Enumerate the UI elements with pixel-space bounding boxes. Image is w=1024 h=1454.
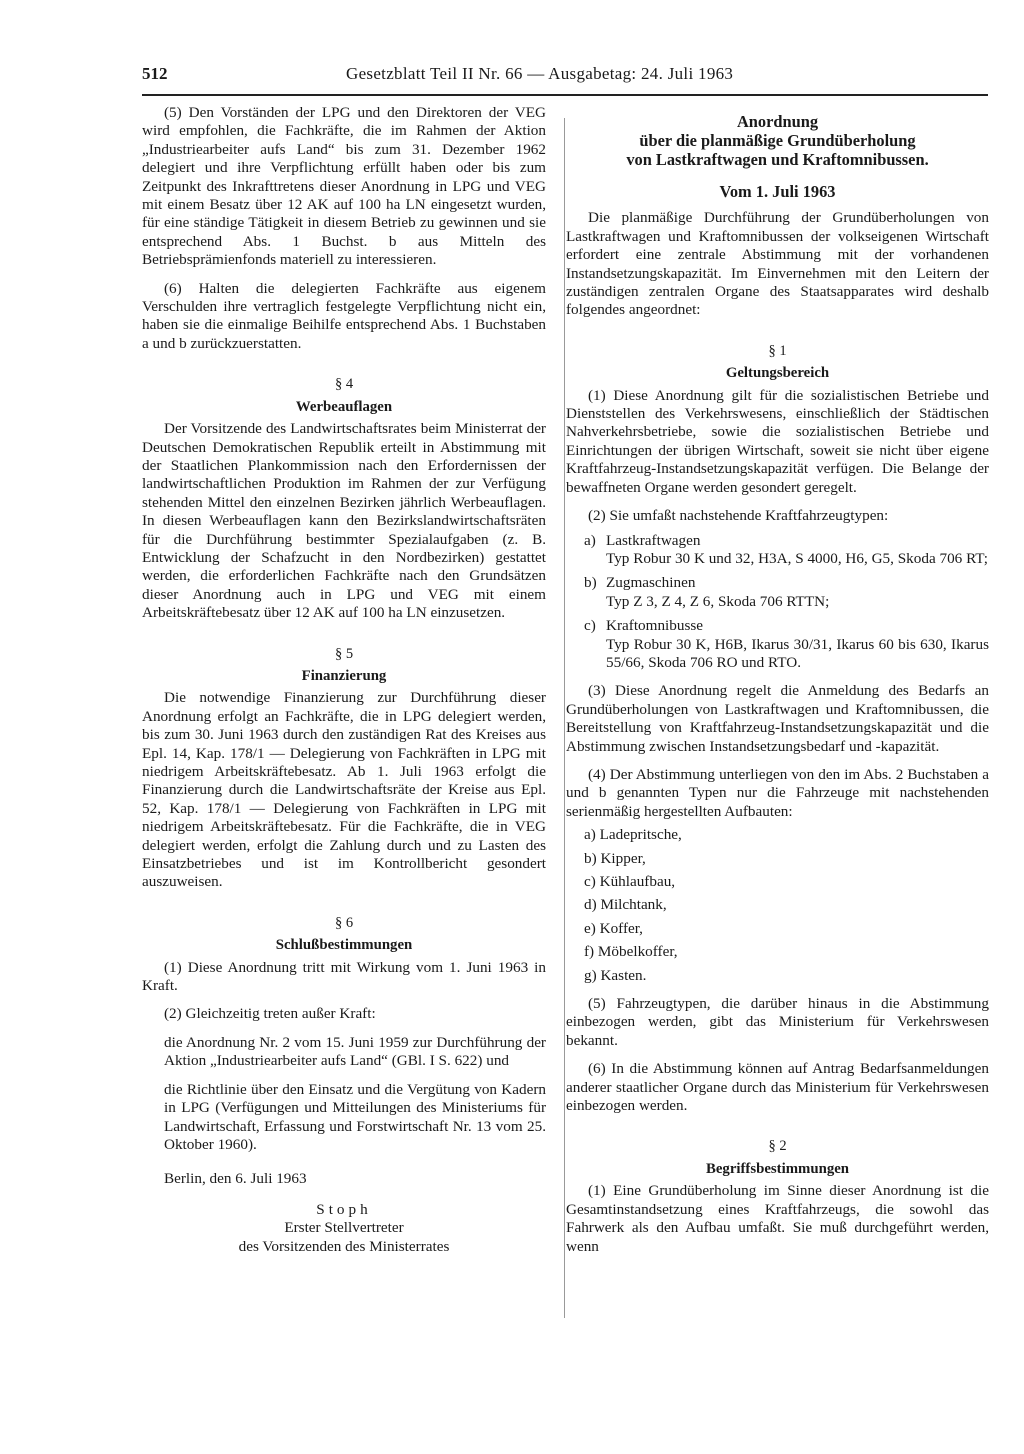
section-1-paragraph-4: (4) Der Abstimmung unterliegen von den im Abs. 2 Buchstaben a und b genannten Typen nur die Fahrzeuge mit nachstehenden serienmäßig hergestellten Aufbauten: — [566, 765, 989, 820]
ordinance-title-1: Anordnung — [736, 112, 819, 131]
section-6-item-2: die Richtlinie über den Einsatz und die Vergütung von Kadern in LPG (Verfügungen und Mitteilungen des Ministeriums für Landwirtschaft, Erfassung und Forstwirtschaft Nr. 13 vom 25. Oktober 1960). — [164, 1080, 546, 1153]
signer-name: Stoph — [316, 1200, 372, 1218]
paragraph-5: (5) Den Vorständen der LPG und den Direktoren der VEG wird empfohlen, die Fachkräfte, die im Rahmen der Aktion „Industriearbeiter aufs Land“ bis zum 31. Dezember 1962 delegiert und ihre Verpflichtung erfüllt haben oder bis zum Zeitpunkt des Inkrafttretens dieser Anordnung in LPG und VEG mit einem Besatz über 12 AK auf 100 ha LN eingesetzt wurden, für eine ständige Tätigkeit in diesem Betrieb zu gewinnen und sie entsprechend Abs. 1 Buchst. b aus Mitteln des Betriebsprämienfonds materiell zu interessieren. — [142, 104, 546, 269]
body-list — [566, 826, 989, 985]
section-6-item-1: die Anordnung Nr. 2 vom 15. Juni 1959 zur Durchführung der Aktion „Industriearbeiter aufs Land“ (GBl. I S. 622) und — [164, 1033, 546, 1070]
section-5-number: § 5 — [334, 645, 354, 662]
section-4-title: Werbeauflagen — [295, 398, 393, 415]
vehicle-type-c-label: c) — [584, 617, 596, 635]
list-item: c) Kühlaufbau, — [584, 873, 676, 890]
list-item: f) Möbelkoffer, — [584, 943, 678, 961]
section-4-number: § 4 — [334, 376, 354, 393]
ordinance-date: Vom 1. Juli 1963 — [719, 182, 836, 201]
list-item: g) Kasten. — [584, 966, 647, 984]
vehicle-type-a-name: Lastkraftwagen — [606, 531, 701, 549]
list-item: b) Kipper, — [584, 849, 646, 867]
vehicle-type-c-name: Kraftomnibusse — [606, 617, 704, 635]
section-1-paragraph-1: (1) Diese Anordnung gilt für die sozialistischen Betriebe und Dienststellen des Verkehrswesens, einschließlich der Städtischen Nahverkehrsbetriebe, sowie die sozialistischen Betriebe und Einrichtungen der übrigen Wirtschaft, soweit sie nicht über eigene Kraftfahrzeug-Instandsetzungskapazität verfügen. Die Belange der bewaffneten Organe werden gesondert geregelt. — [566, 386, 989, 496]
right-column — [566, 104, 989, 1256]
vehicle-type-b-label: b) — [584, 574, 597, 592]
section-6-paragraph-2: (2) Gleichzeitig treten außer Kraft: — [164, 1005, 376, 1023]
list-item: e) Koffer, — [584, 919, 643, 937]
section-2-paragraph-1: (1) Eine Grundüberholung im Sinne dieser Anordnung ist die Gesamtinstandsetzung eines Kraftfahrzeugs, die sowohl das Fahrwerk als den Aufbau umfaßt. Sie muß durchgeführt werden, wenn — [566, 1182, 989, 1255]
column-divider — [564, 118, 565, 1318]
section-1-paragraph-5: (5) Fahrzeugtypen, die darüber hinaus in die Abstimmung einbezogen werden, gibt das Ministerium für Verkehrswesen bekannt. — [566, 995, 989, 1049]
running-title: Gesetzblatt Teil II Nr. 66 — Ausgabetag: 24. Juli 1963 — [346, 64, 734, 83]
list-item: a) Ladepritsche, — [584, 826, 682, 844]
preamble: Die planmäßige Durchführung der Grundüberholungen von Lastkraftwagen und Kraftomnibussen der volkseigenen Wirtschaft erfordert eine zentrale Abstimmung mit der vorhandenen Instandsetzungskapazität. Im Einvernehmen mit den Leitern der zuständigen zentralen Organe des Staatsapparates wird deshalb folgendes angeordnet: — [566, 209, 989, 319]
section-1-number: § 1 — [768, 342, 787, 359]
signer-role-line-1: Erster Stellvertreter — [284, 1219, 404, 1237]
vehicle-type-c — [566, 617, 989, 672]
section-2-title: Begriffsbestimmungen — [705, 1160, 850, 1177]
signer-role-line-2: des Vorsitzenden des Ministerrates — [238, 1237, 450, 1255]
vehicle-type-a-label: a) — [584, 531, 596, 549]
vehicle-type-a — [566, 532, 989, 569]
vehicle-type-a-types: Typ Robur 30 K und 32, H3A, S 4000, H6, G5, Skoda 706 RT; — [606, 549, 988, 567]
place-date: Berlin, den 6. Juli 1963 — [164, 1170, 307, 1188]
page-number: 512 — [142, 64, 168, 83]
ordinance-title-3: von Lastkraftwagen und Kraftomnibussen. — [626, 150, 929, 169]
list-item: d) Milchtank, — [584, 896, 667, 914]
left-column — [142, 104, 546, 1256]
section-6-title: Schlußbestimmungen — [275, 937, 413, 954]
section-1-paragraph-2: (2) Sie umfaßt nachstehende Kraftfahrzeugtypen: — [588, 507, 889, 525]
section-5-text: Die notwendige Finanzierung zur Durchführung dieser Anordnung erfolgt an Fachkräfte, die in LPG delegiert werden, bis zum 30. Juni 1963 durch den zuständigen Rat des Kreises aus Epl. 14, Kap. 178/1 — Delegierung von Fachkräften in LPG mit niedrigem Arbeitskräftebesatz. Ab 1. Juli 1963 erfolgt die Finanzierung durch die Landwirtschaftsräte der Kreise aus Epl. 52, Kap. 178/1 — Delegierung von Fachkräften in LPG mit niedrigem Arbeitskräftebesatz. Für die Fachkräfte, die in VEG delegiert werden, erfolgt die Zahlung durch und zu Lasten des Einsatzbetriebes und ist im Kontrollbericht gesondert auszuweisen. — [142, 689, 546, 891]
section-6-paragraph-1: (1) Diese Anordnung tritt mit Wirkung vom 1. Juni 1963 in Kraft. — [142, 958, 546, 995]
paragraph-6: (6) Halten die delegierten Fachkräfte aus eigenem Verschulden ihre vertraglich festgelegte Verpflichtung nicht ein, haben sie die einmalige Beihilfe entsprechend Abs. 1 Buchstaben a und b zurückzuerstatten. — [142, 279, 546, 352]
page-header — [142, 64, 988, 96]
vehicle-type-b-name: Zugmaschinen — [606, 574, 696, 592]
vehicle-type-c-types: Typ Robur 30 K, H6B, Ikarus 30/31, Ikarus 60 bis 630, Ikarus 55/66, Skoda 706 RO und RTO. — [606, 635, 989, 671]
vehicle-type-b-types: Typ Z 3, Z 4, Z 6, Skoda 706 RTTN; — [606, 592, 830, 610]
section-1-title: Geltungsbereich — [725, 365, 830, 382]
ordinance-title-2: über die planmäßige Grundüberholung — [639, 131, 916, 150]
section-4-text: Der Vorsitzende des Landwirtschaftsrates beim Ministerrat der Deutschen Demokratischen Republik erteilt in Abstimmung mit der Staatlichen Plankommission nach den Erfordernissen der landwirtschaftlichen Produktion im Rahmen der zur Verfügung stehenden Mittel den einzelnen Bezirken jährlich Werbeauflagen. In diesen Werbeauflagen kann den Bezirkslandwirtschaftsräten für die Durchführung bestimmter Spezialaufgaben (z. B. Entwicklung der Schafzucht in den Nordbezirken) gestattet werden, die erforderlichen Fachkräfte nach den Grundsätzen dieser Anordnung auch in LPG und VEG mit einem Arbeitskräftebesatz über 12 AK auf 100 ha LN einzusetzen. — [142, 420, 546, 622]
section-1-paragraph-3: (3) Diese Anordnung regelt die Anmeldung des Bedarfs an Grundüberholungen von Lastkraftwagen und Kraftomnibussen, die Bereitstellung von Kraftfahrzeug-Instandsetzungskapazität und die Abstimmung zwischen Instandsetzungsbedarf und -kapazität. — [566, 682, 989, 755]
section-6-number: § 6 — [334, 914, 354, 931]
section-1-paragraph-6: (6) In die Abstimmung können auf Antrag Bedarfsanmeldungen anderer staatlicher Organe durch das Ministerium für Verkehrswesen einbezogen werden. — [566, 1060, 989, 1115]
section-2-number: § 2 — [768, 1138, 787, 1155]
section-5-title: Finanzierung — [301, 667, 387, 684]
vehicle-type-b — [566, 574, 989, 611]
